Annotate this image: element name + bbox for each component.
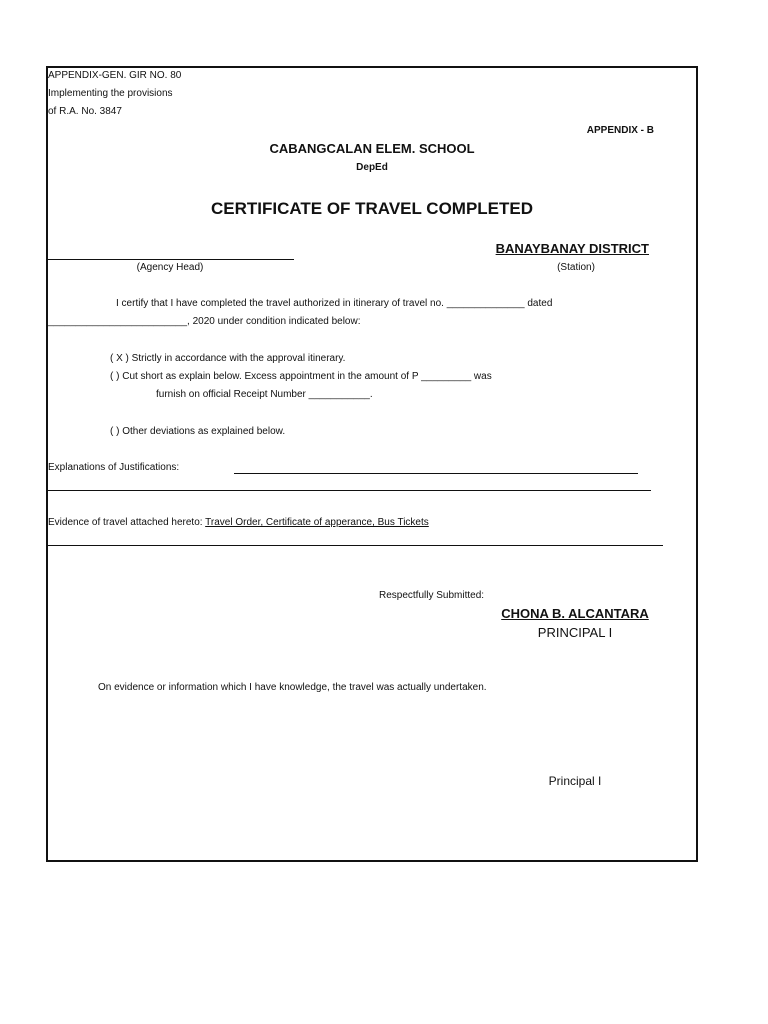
signatory-position: PRINCIPAL I: [537, 625, 613, 640]
explanations-line-2: [48, 490, 651, 491]
agency-name: DepEd: [356, 162, 388, 173]
respectfully-submitted: Respectfully Submitted:: [379, 590, 485, 601]
appendix-b-label: APPENDIX - B: [586, 125, 654, 136]
principal-signature-label: Principal I: [548, 774, 602, 788]
certify-line-1: I certify that I have completed the travel authorized in itinerary of travel no. ______________ dated: [116, 298, 553, 309]
certify-line-2: _________________________, 2020 under condition indicated below:: [48, 316, 361, 327]
station-label: (Station): [557, 262, 595, 273]
option-cut-short: ( ) Cut short as explain below. Excess appointment in the amount of P _________ was: [110, 371, 492, 382]
provisions-text: Implementing the provisions: [48, 88, 173, 99]
ra-number: of R.A. No. 3847: [48, 106, 122, 117]
option-cut-short-receipt: furnish on official Receipt Number ___________.: [156, 389, 373, 400]
evidence-value: Travel Order, Certificate of apperance, Bus Tickets: [205, 517, 429, 528]
option-strict: ( X ) Strictly in accordance with the approval itinerary.: [110, 353, 346, 364]
appendix-gen-ref: APPENDIX-GEN. GIR NO. 80: [48, 70, 182, 81]
verification-statement: On evidence or information which I have knowledge, the travel was actually undertaken.: [98, 682, 487, 693]
evidence-line: [48, 545, 663, 546]
evidence-label: Evidence of travel attached hereto:: [48, 517, 203, 528]
agency-head-label: (Agency Head): [136, 262, 204, 273]
signatory-name: CHONA B. ALCANTARA: [501, 606, 649, 621]
explanations-line-1: [234, 473, 638, 474]
option-other: ( ) Other deviations as explained below.: [110, 426, 286, 437]
agency-head-line: [48, 259, 294, 260]
district-name: BANAYBANAY DISTRICT: [495, 241, 649, 256]
school-name: CABANGCALAN ELEM. SCHOOL: [269, 141, 475, 156]
explanations-label: Explanations of Justifications:: [48, 462, 180, 473]
evidence-row: [48, 518, 429, 528]
page-title: CERTIFICATE OF TRAVEL COMPLETED: [210, 199, 534, 218]
